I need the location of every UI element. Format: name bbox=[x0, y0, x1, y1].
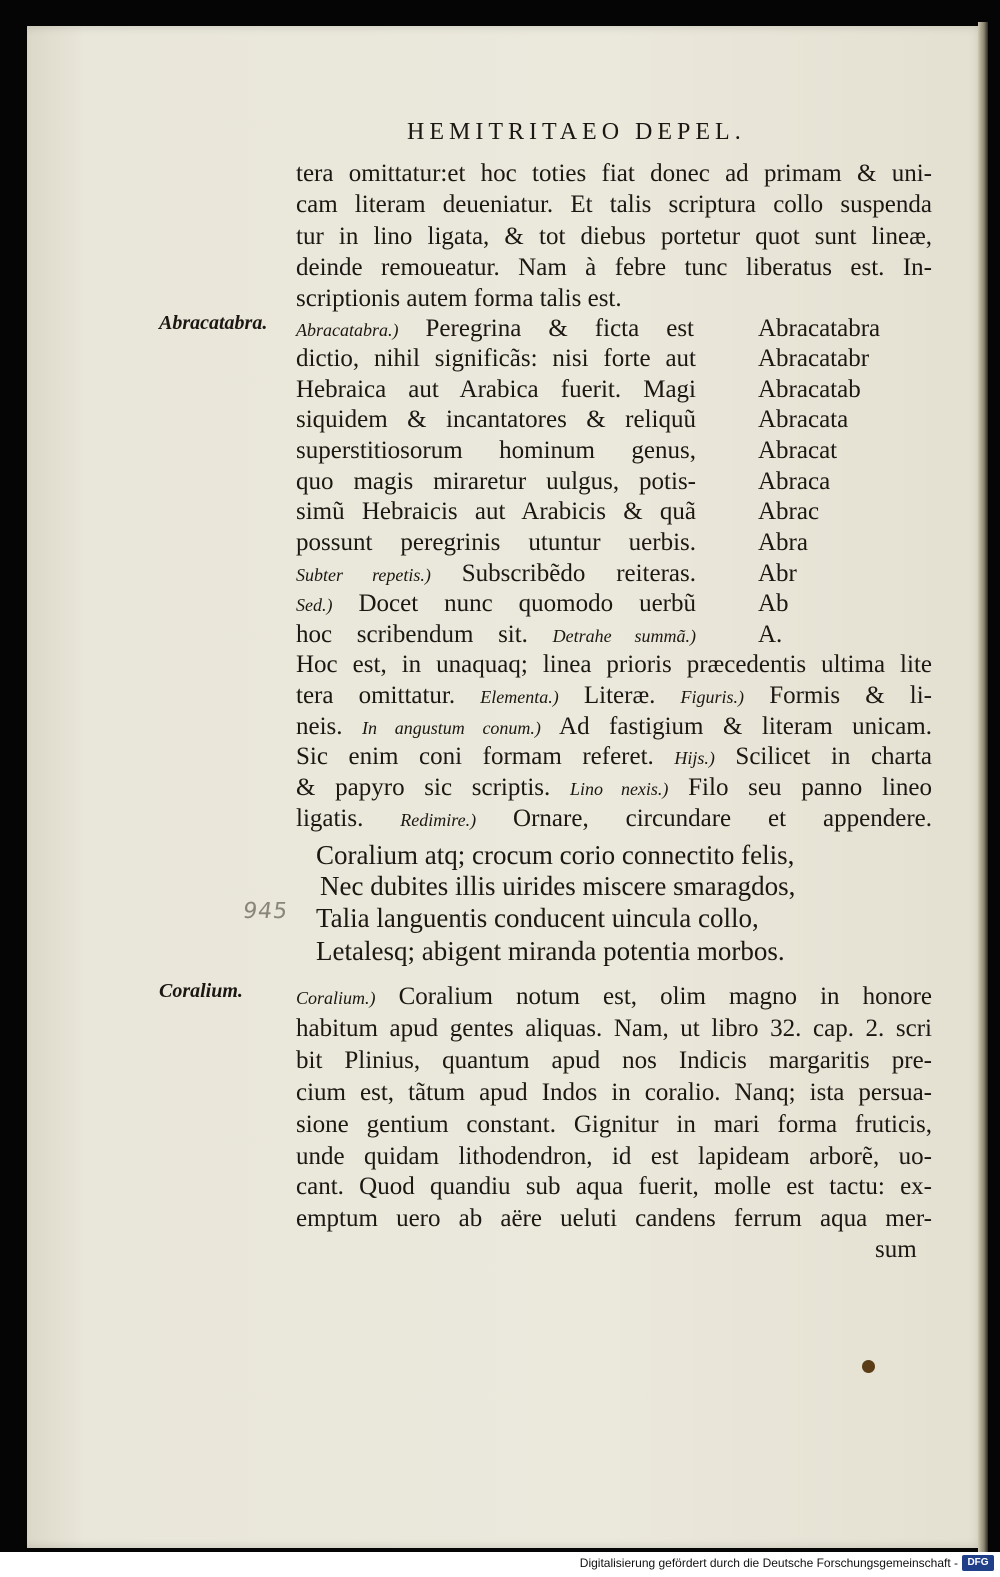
coralium-text: Coralium notum est, olim magno in honore bbox=[375, 983, 932, 1010]
lemma: Redimire.) bbox=[400, 810, 477, 830]
coralium-line: emptum uero ab aëre ueluti candens ferrum aqua mer- bbox=[296, 1205, 932, 1232]
abracatabra-line: Abracatabra bbox=[758, 315, 881, 342]
coralium-line: sione gentium constant. Gignitur in mari forma fruticis, bbox=[296, 1111, 932, 1138]
intro-line: cam literam deueniatur. Et talis scriptura collo suspenda bbox=[296, 191, 932, 218]
commentary-text: hoc scribendum sit. bbox=[296, 621, 528, 648]
gloss-line bbox=[296, 713, 932, 741]
commentary-line bbox=[296, 560, 696, 588]
gloss-text: Sic enim coni formam referet. bbox=[296, 743, 675, 770]
gloss-text: Hoc est, in unaquaq; linea prioris præcedentis ultima lite bbox=[296, 651, 932, 678]
coralium-line: habitum apud gentes aliquas. Nam, ut libro 32. cap. 2. scri bbox=[296, 1015, 932, 1042]
lemma: Elementa.) bbox=[480, 687, 559, 707]
commentary-line bbox=[296, 590, 696, 618]
commentary-text: Docet nunc quomodo uerbũ bbox=[358, 590, 697, 617]
lemma: Hijs.) bbox=[674, 748, 715, 768]
commentary-line: superstitiosorum hominum genus, bbox=[296, 437, 696, 464]
abracatabra-line: Abrac bbox=[758, 498, 820, 525]
abracatabra-line: Ab bbox=[758, 590, 789, 617]
abracatabra-line: Abracatab bbox=[758, 376, 861, 403]
gloss-text: tera omittatur. bbox=[296, 682, 481, 709]
commentary-text: Peregrina & ficta est bbox=[425, 315, 695, 342]
pencil-annotation: 945 bbox=[241, 899, 290, 924]
abracatabra-line: Abracat bbox=[758, 437, 838, 464]
abracatabra-line: Abr bbox=[758, 560, 797, 587]
poem-line: Talia languentis conducent uincula collo, bbox=[316, 903, 759, 933]
intro-line: tur in lino ligata, & tot diebus portetur quot sunt lineæ, bbox=[296, 223, 932, 250]
running-head: HEMITRITAEO DEPEL. bbox=[407, 119, 746, 145]
page-edge bbox=[978, 22, 988, 1552]
ink-spot bbox=[862, 1360, 875, 1373]
gloss-line bbox=[296, 743, 932, 771]
gloss-text: & papyro sic scriptis. bbox=[296, 774, 570, 801]
commentary-line: siquidem & incantatores & reliquũ bbox=[296, 406, 696, 433]
catchword: sum bbox=[875, 1236, 917, 1263]
gloss-text: Literæ. bbox=[558, 682, 681, 709]
coralium-line: bit Plinius, quantum apud nos Indicis margaritis pre- bbox=[296, 1047, 932, 1074]
commentary-line bbox=[296, 315, 694, 343]
abracatabra-line: Abracatabr bbox=[758, 345, 870, 372]
coralium-line: cant. Quod quandiu sub aqua fuerit, molle est tactu: ex- bbox=[296, 1173, 932, 1200]
intro-line: deinde remoueatur. Nam à febre tunc liberatus est. In- bbox=[296, 254, 932, 281]
abracatabra-line: Abracata bbox=[758, 406, 849, 433]
gloss-line bbox=[296, 682, 932, 710]
poem-line: Nec dubites illis uirides miscere smaragdos, bbox=[320, 871, 796, 901]
coralium-line: unde quidam lithodendron, id est lapideam arborẽ, uo- bbox=[296, 1143, 932, 1170]
commentary-line: dictio, nihil significãs: nisi forte aut bbox=[296, 345, 696, 372]
gloss-text: neis. bbox=[296, 713, 362, 740]
lemma: Detrahe summã.) bbox=[552, 626, 697, 646]
gloss-text: Ornare, circundare et appendere. bbox=[476, 805, 932, 832]
gloss-line bbox=[296, 805, 932, 833]
intro-line: scriptionis autem forma talis est. bbox=[296, 285, 622, 312]
lemma: In angustum conum.) bbox=[362, 718, 541, 738]
lemma: Coralium.) bbox=[296, 988, 376, 1008]
abracatabra-line: Abraca bbox=[758, 468, 831, 495]
commentary-line: simũ Hebraicis aut Arabicis & quã bbox=[296, 498, 696, 525]
lemma: Lino nexis.) bbox=[569, 779, 669, 799]
lemma: Subter repetis.) bbox=[296, 565, 431, 585]
commentary-line: quo magis miraretur uulgus, potis- bbox=[296, 468, 696, 495]
gloss-text: Formis & li- bbox=[744, 682, 933, 709]
intro-line: tera omittatur:et hoc toties fiat donec ad primam & uni- bbox=[296, 160, 932, 187]
commentary-line bbox=[296, 621, 696, 649]
lemma: Sed.) bbox=[296, 595, 333, 615]
coralium-line: cium est, tãtum apud Indos in coralio. Nanq; ista persua- bbox=[296, 1079, 932, 1106]
lemma: Figuris.) bbox=[680, 687, 745, 707]
abracatabra-line: A. bbox=[758, 621, 783, 648]
coralium-line bbox=[296, 983, 932, 1011]
abracatabra-line: Abra bbox=[758, 529, 808, 556]
commentary-line: Hebraica aut Arabica fuerit. Magi bbox=[296, 376, 696, 403]
gloss-text: Ad fastigium & literam unicam. bbox=[540, 713, 932, 740]
gloss-text: Filo seu panno lineo bbox=[668, 774, 932, 801]
poem-line: Letalesq; abigent miranda potentia morbos. bbox=[316, 936, 785, 966]
gloss-line bbox=[296, 651, 932, 679]
margin-note-coralium: Coralium. bbox=[159, 980, 243, 1002]
gloss-text: ligatis. bbox=[296, 805, 401, 832]
commentary-text: Subscribẽdo reiteras. bbox=[461, 560, 696, 587]
dfg-logo-icon: DFG bbox=[962, 1555, 994, 1571]
funding-notice: Digitalisierung gefördert durch die Deutsche Forschungsgemeinschaft - bbox=[579, 1556, 958, 1570]
poem-line: Coralium atq; crocum corio connectito felis, bbox=[316, 840, 795, 870]
commentary-line: possunt peregrinis utuntur uerbis. bbox=[296, 529, 696, 556]
lemma: Abracatabra.) bbox=[296, 320, 399, 340]
margin-note-abracatabra: Abracatabra. bbox=[159, 312, 268, 334]
gloss-line bbox=[296, 774, 932, 802]
gloss-text: Scilicet in charta bbox=[714, 743, 933, 770]
